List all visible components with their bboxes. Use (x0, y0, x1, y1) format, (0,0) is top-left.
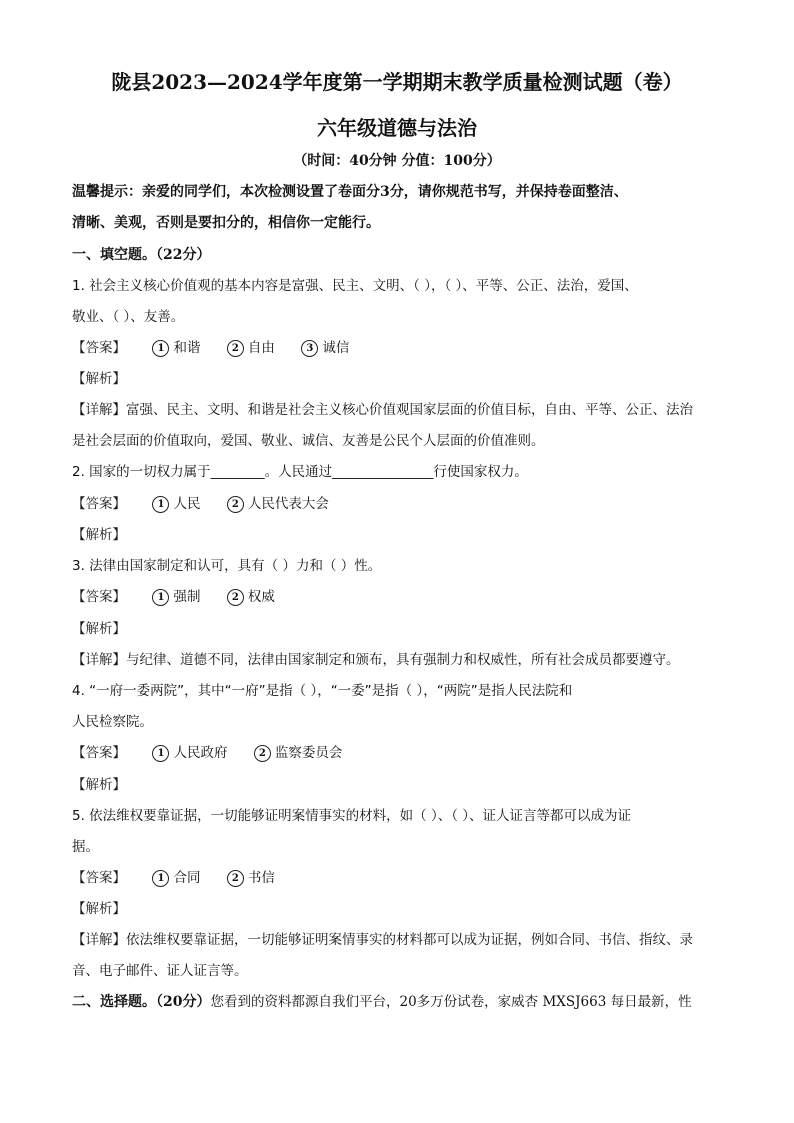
answer-item (227, 494, 329, 514)
answer-number: 2 (227, 496, 244, 513)
answer-text: 自由 (247, 340, 275, 356)
answer-text: 人民 (173, 496, 201, 512)
analysis-label: 【解析】 (72, 621, 126, 637)
detail-text: 与纪律、道德不同，法律由国家制定和颁布，具有强制力和权威性，所有社会成员都要遵守。 (126, 652, 680, 668)
answer-number: 3 (301, 340, 318, 357)
detail-label: 【详解】 (72, 402, 126, 418)
answer-number: 1 (152, 496, 169, 513)
answer-text: 书信 (247, 870, 275, 886)
answer-item (152, 338, 200, 358)
exam-title: 陇县2023—2024学年度第一学期期末教学质量检测试题（卷） (111, 70, 683, 94)
answer-number: 1 (152, 340, 169, 357)
section-2-heading-row (72, 992, 692, 1012)
answer-label: 【答案】 (72, 870, 126, 886)
analysis-label: 【解析】 (72, 371, 126, 387)
question-5-line-1: 5. 依法维权要靠证据，一切能够证明案情事实的材料，如（ ）、（ ）、证人证言等都可以成为证 (72, 808, 632, 824)
question-3-detail-1 (72, 650, 680, 670)
answer-number: 1 (152, 870, 169, 887)
answer-number: 2 (227, 589, 244, 606)
question-3-answer (72, 587, 275, 607)
analysis-label: 【解析】 (72, 901, 126, 917)
answer-text: 诚信 (322, 340, 350, 356)
answer-number: 2 (227, 870, 244, 887)
answer-label: 【答案】 (72, 340, 126, 356)
answer-text: 强制 (173, 589, 201, 605)
question-5-line-2: 据。 (72, 839, 99, 855)
tip-line-2: 清晰、美观，否则是要扣分的，相信你一定能行。 (72, 215, 380, 231)
question-5-answer (72, 868, 275, 888)
answer-text: 人民政府 (173, 745, 228, 761)
answer-item (152, 587, 200, 607)
answer-number: 2 (227, 340, 244, 357)
question-1-detail-1 (72, 400, 693, 420)
answer-label: 【答案】 (72, 745, 126, 761)
question-1-answer (72, 338, 349, 358)
platform-note: 您看到的资料都源自我们平台，20多万份试卷，家威杏 MXSJ663 每日最新，性 (210, 994, 692, 1010)
section-2-heading: 二、选择题。（20分） (72, 994, 211, 1010)
question-1-line-1: 1. 社会主义核心价值观的基本内容是富强、民主、文明、（ ），（ ）、平等、公正、法治，爱国、 (72, 278, 638, 294)
question-5-detail-1 (72, 930, 693, 950)
answer-text: 人民代表大会 (247, 496, 329, 512)
question-4-answer (72, 743, 342, 763)
analysis-label: 【解析】 (72, 777, 126, 793)
answer-item (227, 338, 275, 358)
question-4-line-1: 4. “一府一委两院”，其中“一府”是指（ ），“一委”是指（ ），“两院”是指人民法院和 (72, 683, 573, 699)
question-1-line-2: 敬业、（ ）、友善。 (72, 309, 185, 325)
answer-label: 【答案】 (72, 496, 126, 512)
question-2-answer (72, 494, 329, 514)
answer-number: 1 (152, 589, 169, 606)
answer-item (227, 868, 275, 888)
detail-text: 依法维权要靠证据，一切能够证明案情事实的材料都可以成为证据，例如合同、书信、指纹、录 (126, 932, 693, 948)
answer-item (152, 494, 200, 514)
question-1-detail-2: 是社会层面的价值取向，爱国、敬业、诚信、友善是公民个人层面的价值准则。 (72, 433, 545, 449)
answer-label: 【答案】 (72, 589, 126, 605)
exam-info: （时间：40分钟 分值：100分） (293, 153, 501, 169)
answer-text: 合同 (173, 870, 201, 886)
tip-line-1: 温馨提示：亲爱的同学们，本次检测设置了卷面分3分，请你规范书写，并保持卷面整洁、 (72, 184, 628, 200)
analysis-label: 【解析】 (72, 527, 126, 543)
answer-text: 监察委员会 (274, 745, 343, 761)
answer-item (254, 743, 343, 763)
answer-item (152, 868, 200, 888)
subject-title: 六年级道德与法治 (317, 116, 477, 140)
answer-item (152, 743, 227, 763)
answer-item (227, 587, 275, 607)
section-1-heading: 一、填空题。（22分） (72, 247, 211, 263)
answer-number: 1 (152, 745, 169, 762)
detail-label: 【详解】 (72, 652, 126, 668)
detail-label: 【详解】 (72, 932, 126, 948)
answer-number: 2 (254, 745, 271, 762)
answer-item (301, 338, 349, 358)
question-3-line-1: 3. 法律由国家制定和认可，具有（ ）力和（ ）性。 (72, 558, 382, 574)
answer-text: 和谐 (173, 340, 201, 356)
question-4-line-2: 人民检察院。 (72, 714, 153, 730)
detail-text: 富强、民主、文明、和谐是社会主义核心价值观国家层面的价值目标，自由、平等、公正、法治 (126, 402, 693, 418)
answer-text: 权威 (247, 589, 275, 605)
question-5-detail-2: 音、电子邮件、证人证言等。 (72, 963, 248, 979)
question-2-line-1: 2. 国家的一切权力属于________。人民通过_______________行使国家权力。 (72, 464, 528, 480)
